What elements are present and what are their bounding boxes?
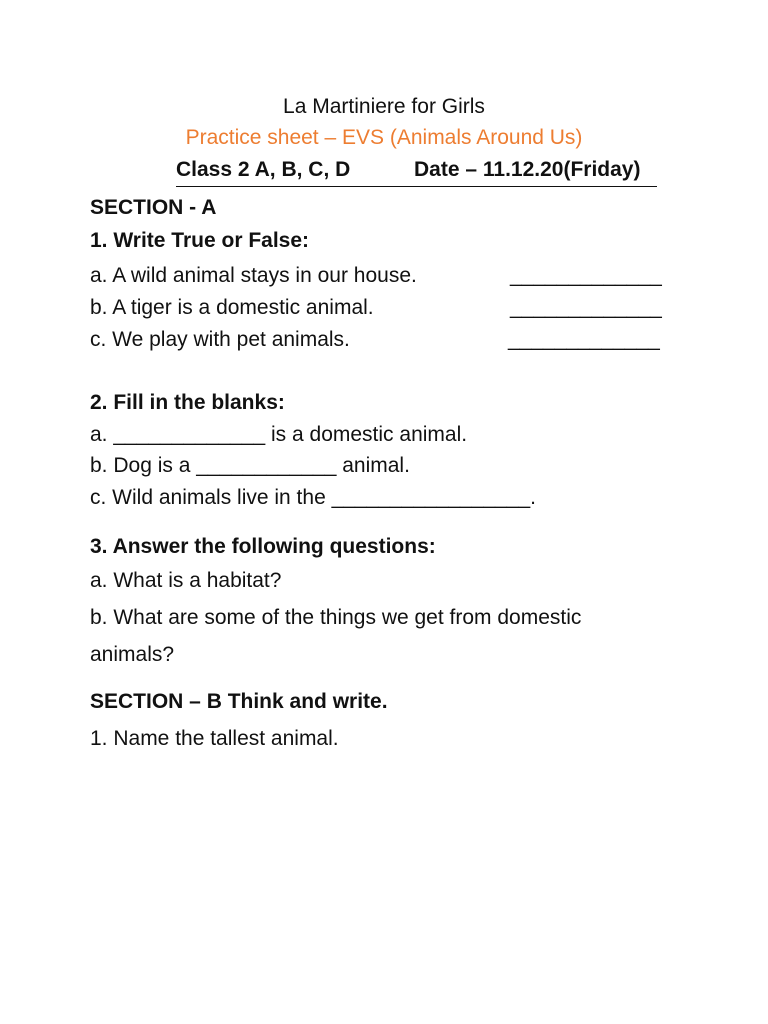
q1-blank-b: _____________: [510, 296, 662, 319]
section-b-title: SECTION – B Think and write.: [90, 690, 388, 713]
q3-item-a: a. What is a habitat?: [90, 569, 282, 592]
q3-item-b: b. What are some of the things we get from domestic: [90, 606, 582, 629]
header-underline: [176, 186, 657, 187]
worksheet-subtitle: Practice sheet – EVS (Animals Around Us): [185, 126, 583, 149]
q1-item-c: c. We play with pet animals.: [90, 328, 350, 351]
date-label: Date – 11.12.20(Friday): [414, 158, 641, 181]
q2-item-c: c. Wild animals live in the _________________.: [90, 486, 536, 509]
class-label: Class 2 A, B, C, D: [176, 158, 351, 181]
school-name: La Martiniere for Girls: [283, 95, 485, 118]
q2-item-a: a. _____________ is a domestic animal.: [90, 423, 468, 446]
q2-item-b: b. Dog is a ____________ animal.: [90, 454, 410, 477]
q3-title: 3. Answer the following questions:: [90, 535, 436, 558]
section-b-item-1: 1. Name the tallest animal.: [90, 727, 339, 750]
q1-item-b: b. A tiger is a domestic animal.: [90, 296, 374, 319]
section-a-title: SECTION - A: [90, 196, 217, 219]
q1-item-a: a. A wild animal stays in our house.: [90, 264, 417, 287]
q1-blank-c: _____________: [508, 328, 660, 351]
q1-blank-a: _____________: [510, 264, 662, 287]
q2-title: 2. Fill in the blanks:: [90, 391, 285, 414]
q1-title: 1. Write True or False:: [90, 229, 310, 252]
q3-item-b-continued: animals?: [90, 643, 175, 666]
